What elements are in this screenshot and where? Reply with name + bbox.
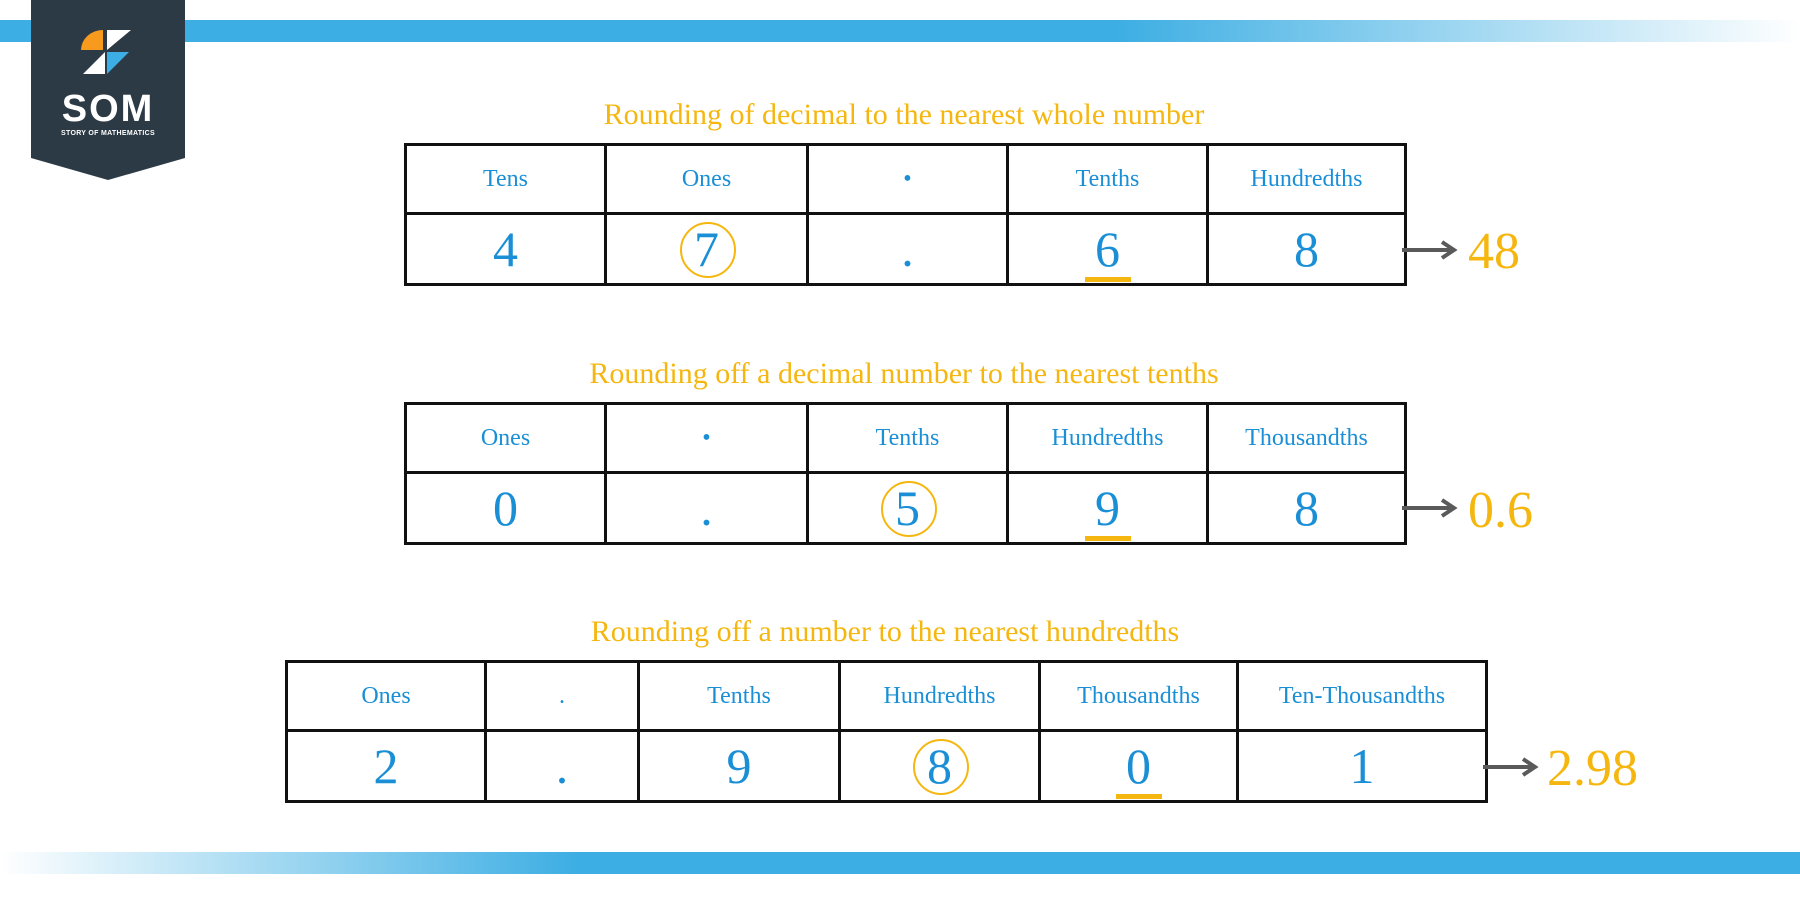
digit-cell xyxy=(406,473,606,544)
digit-cell xyxy=(606,473,808,544)
header-cell: • xyxy=(606,404,808,473)
digit-cell xyxy=(808,473,1008,544)
digit-cell xyxy=(406,214,606,285)
header-cell: • xyxy=(808,145,1008,214)
arrow-right-icon xyxy=(1483,757,1541,777)
header-cell: Ones xyxy=(406,404,606,473)
decimal-point: . xyxy=(555,738,569,794)
som-logo[interactable] xyxy=(31,0,185,180)
header-cell: Hundredths xyxy=(840,662,1040,731)
digit-cell xyxy=(1040,731,1238,802)
header-cell: Ten-Thousandths xyxy=(1238,662,1487,731)
digit-cell xyxy=(1238,731,1487,802)
header-cell: Tens xyxy=(406,145,606,214)
rounded-result: 2.98 xyxy=(1547,740,1638,797)
section-nearest-tenths xyxy=(404,357,1544,557)
header-cell: Thousandths xyxy=(1040,662,1238,731)
digit-cell xyxy=(639,731,840,802)
place-value-table xyxy=(285,660,1488,803)
digit-row xyxy=(406,214,1406,285)
digit: 1 xyxy=(1349,738,1375,794)
top-accent-band xyxy=(0,20,1800,42)
section-title: Rounding off a number to the nearest hundredths xyxy=(590,615,1180,648)
rounding-digit-circled: 5 xyxy=(895,480,920,536)
digit: 4 xyxy=(493,221,518,277)
digit-cell xyxy=(287,731,486,802)
header-cell: . xyxy=(486,662,639,731)
logo-name: SOM xyxy=(61,88,155,130)
deciding-digit-underlined: 6 xyxy=(1095,221,1120,277)
digit-cell xyxy=(486,731,639,802)
digit: 8 xyxy=(1294,480,1319,536)
digit-cell xyxy=(840,731,1040,802)
header-cell: Hundredths xyxy=(1208,145,1406,214)
decimal-point: . xyxy=(901,221,914,277)
logo-tagline: STORY OF MATHEMATICS xyxy=(61,130,155,137)
header-row xyxy=(287,662,1487,731)
header-cell: Ones xyxy=(606,145,808,214)
section-nearest-hundredths xyxy=(285,615,1645,815)
digit-cell xyxy=(808,214,1008,285)
digit-row xyxy=(287,731,1487,802)
section-title: Rounding off a decimal number to the nearest tenths xyxy=(589,357,1219,390)
digit-cell xyxy=(1208,473,1406,544)
header-cell: Tenths xyxy=(639,662,840,731)
rounded-result: 48 xyxy=(1468,223,1520,280)
arrow-right-icon xyxy=(1402,498,1460,518)
header-cell: Thousandths xyxy=(1208,404,1406,473)
header-cell: Tenths xyxy=(1008,145,1208,214)
deciding-digit-underlined: 9 xyxy=(1095,480,1120,536)
header-row xyxy=(406,145,1406,214)
header-cell: Hundredths xyxy=(1008,404,1208,473)
rounding-digit-circled: 8 xyxy=(927,738,952,794)
digit-row xyxy=(406,473,1406,544)
section-whole-number xyxy=(404,98,1534,298)
digit-cell xyxy=(606,214,808,285)
digit: 8 xyxy=(1294,221,1319,277)
digit: 9 xyxy=(726,738,752,794)
digit-cell xyxy=(1008,214,1208,285)
decimal-point: . xyxy=(700,480,713,536)
rounded-result: 0.6 xyxy=(1468,482,1533,539)
digit: 0 xyxy=(493,480,518,536)
digit: 2 xyxy=(373,738,399,794)
header-cell: Tenths xyxy=(808,404,1008,473)
deciding-digit-underlined: 0 xyxy=(1126,738,1151,794)
digit-cell xyxy=(1008,473,1208,544)
arrow-right-icon xyxy=(1402,240,1460,260)
rounding-digit-circled: 7 xyxy=(694,221,719,277)
section-title: Rounding of decimal to the nearest whole number xyxy=(603,98,1205,131)
place-value-table xyxy=(404,143,1407,286)
bottom-accent-band xyxy=(0,852,1800,874)
header-row xyxy=(406,404,1406,473)
header-cell: Ones xyxy=(287,662,486,731)
digit-cell xyxy=(1208,214,1406,285)
place-value-table xyxy=(404,402,1407,545)
